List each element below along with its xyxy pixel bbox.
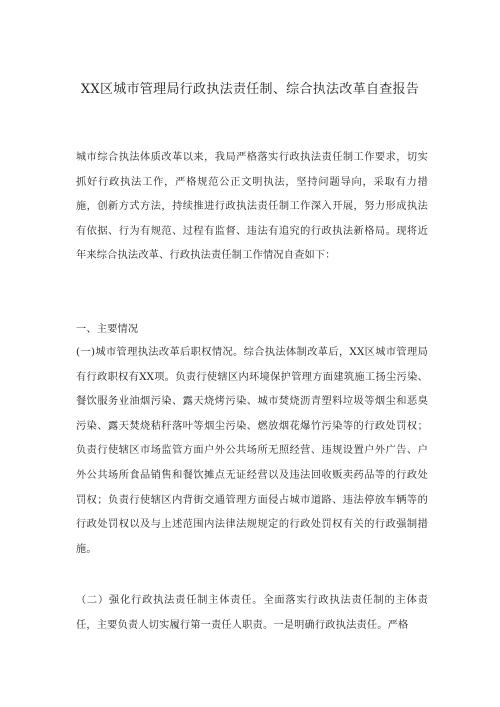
intro-paragraph: 城市综合执法体质改革以来，我局严格落实行政执法责任制工作要求，切实抓好行政执法工作，严格规范公正文明执法，坚持问题导向，采取有力措施，创新方式方法，持续推进行政执法责任制工作深入开展，努力形成执法有依据、行为有规范、过程有监督、违法有追究的行政执法新格局。现将近年来综合执法改革、行政执法责任制工作情况自查如下： xyxy=(76,152,428,262)
section-heading-main-situation: 一、主要情况 xyxy=(76,324,139,335)
paragraph-enforcement-powers: (一)城市管理执法改革后职权情况。综合执法体制改革后，XX区城市管理局有行政职权有XX项。负责行使辖区内环境保护管理方面建筑施工扬尘污染、餐饮服务业油烟污染、露天烧烤污染、城市焚烧沥青塑料垃圾等烟尘和恶臭污染、露天焚烧秸秆落叶等烟尘污染、燃放烟花爆竹污染等的行政处罚权；负责行使辖区市场监管方面户外公共场所无照经营、违规设置户外广告、户外公共场所食品销售和餐饮摊点无证经营以及违法回收贩卖药品等的行政处罚权；负责行使辖区内背街交通管理方面侵占城市道路、违法停放车辆等的行政处罚权以及与上述范围内法律法规规定的行政处罚权有关的行政强制措施。 xyxy=(76,347,428,555)
document-title: XX区城市管理局行政执法责任制、综合执法改革自查报告 xyxy=(80,82,420,97)
paragraph-responsibility: （二）强化行政执法责任制主体责任。全面落实行政执法责任制的主体责任，主要负责人切实履行第一责任人职责。一是明确行政执法责任。严格 xyxy=(76,595,428,631)
